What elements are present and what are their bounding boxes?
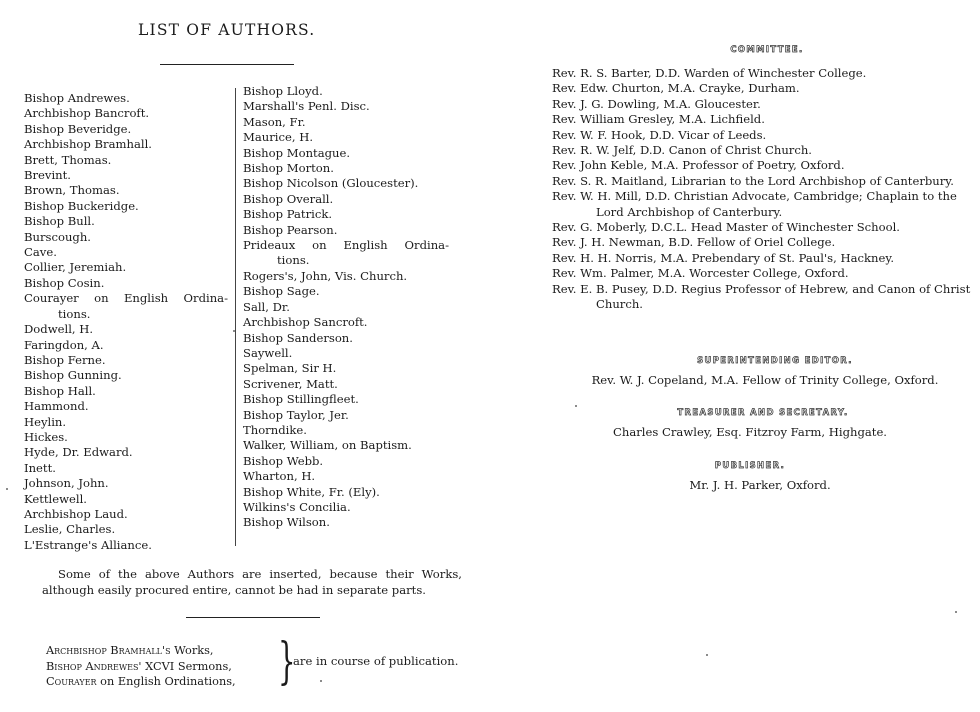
- author-entry: Burscough.: [24, 229, 91, 244]
- author-entry: Bishop Webb.: [243, 453, 324, 468]
- page-title: LIST OF AUTHORS.: [138, 21, 316, 39]
- author-entry: Rogers's, John, Vis. Church.: [243, 268, 408, 283]
- committee-member: Rev. J. G. Dowling, M.A. Gloucester.: [552, 96, 761, 111]
- author-entry: Bishop Nicolson (Gloucester).: [243, 176, 419, 191]
- author-entry: Dodwell, H.: [24, 322, 94, 337]
- committee-member: Rev. J. H. Newman, B.D. Fellow of Oriel College.: [552, 235, 836, 250]
- author-entry: Mason, Fr.: [243, 114, 306, 129]
- author-entry: Bishop Gunning.: [24, 368, 122, 383]
- author-entry: Bishop Hall.: [24, 383, 96, 398]
- author-entry: Cave.: [24, 245, 57, 260]
- editor-name: Rev. W. J. Copeland, M.A. Fellow of Trinity College, Oxford.: [591, 373, 939, 387]
- author-entry: Brevint.: [24, 168, 71, 183]
- brace-glyph: }: [278, 632, 296, 690]
- author-entry: Courayer on English Ordina-: [24, 291, 228, 306]
- author-entry: Hyde, Dr. Edward.: [24, 445, 133, 460]
- scan-speck: [233, 330, 235, 332]
- committee-heading: COMMITTEE.: [730, 44, 804, 54]
- author-entry: Wilkins's Concilia.: [243, 499, 351, 514]
- committee-member: Rev. H. H. Norris, M.A. Prebendary of St. Paul's, Hackney.: [552, 250, 895, 265]
- publication-item: Courayer on English Ordinations,: [46, 675, 236, 688]
- author-entry: Bishop Andrewes.: [24, 91, 130, 105]
- author-entry: Archbishop Laud.: [24, 506, 128, 521]
- author-entry: Brett, Thomas.: [24, 152, 112, 167]
- author-entry: Leslie, Charles.: [24, 522, 116, 537]
- committee-list: [552, 66, 972, 313]
- committee-member: Rev. Edw. Churton, M.A. Crayke, Durham.: [552, 81, 800, 96]
- author-entry: Spelman, Sir H.: [243, 361, 337, 376]
- committee-member: Rev. E. B. Pusey, D.D. Regius Professor of Hebrew, and Canon of Christ Church.: [552, 281, 971, 312]
- author-entry: Bishop Wilson.: [243, 515, 330, 530]
- column-divider: [235, 88, 236, 546]
- author-entry: Sall, Dr.: [243, 299, 290, 314]
- author-entry: Faringdon, A.: [24, 337, 104, 352]
- author-entry: L'Estrange's Alliance.: [24, 537, 152, 552]
- author-entry: Bishop Patrick.: [243, 207, 333, 222]
- authors-note: Some of the above Authors are inserted, because their Works, although easily procured entire, cannot be had in separate parts.: [42, 567, 462, 597]
- author-entry: Thorndike.: [243, 422, 307, 437]
- author-entry: Bishop Sage.: [243, 284, 320, 299]
- committee-member: Rev. W. F. Hook, D.D. Vicar of Leeds.: [552, 127, 767, 142]
- title-rule: [160, 64, 294, 65]
- author-entry: Maurice, H.: [243, 130, 314, 145]
- author-entry: Prideaux on English Ordina-: [243, 238, 449, 253]
- publication-item: Archbishop Bramhall's Works,: [46, 644, 214, 657]
- scan-speck: [955, 611, 957, 613]
- author-entry: Inett.: [24, 460, 56, 475]
- author-entry: Bishop White, Fr. (Ely).: [243, 484, 380, 499]
- author-entry: Archbishop Sancroft.: [243, 315, 368, 330]
- scan-speck: [6, 488, 8, 490]
- committee-member: Rev. W. H. Mill, D.D. Christian Advocate, Cambridge; Chaplain to the Lord Archbishop of Canterbury.: [552, 189, 957, 219]
- author-entry: Archbishop Bancroft.: [24, 106, 150, 121]
- treasurer-heading: TREASURER AND SECRETARY.: [677, 407, 849, 417]
- author-entry: Bishop Cosin.: [24, 275, 105, 290]
- author-entry: Hickes.: [24, 429, 68, 444]
- scan-speck: [706, 654, 708, 656]
- author-entry: Bishop Lloyd.: [243, 84, 323, 98]
- publication-item: Bishop Andrewes' XCVI Sermons,: [46, 659, 232, 673]
- author-entry: Kettlewell.: [24, 491, 87, 506]
- publisher-heading: PUBLISHER.: [714, 460, 786, 470]
- publication-status: are in course of publication.: [293, 654, 459, 668]
- author-entry: Scrivener, Matt.: [243, 376, 338, 391]
- author-entry: Bishop Taylor, Jer.: [243, 407, 349, 422]
- publisher-name: Mr. J. H. Parker, Oxford.: [689, 478, 831, 492]
- note-rule: [186, 617, 320, 618]
- author-entry: tions.: [58, 306, 91, 321]
- author-entry: tions.: [277, 253, 310, 268]
- author-entry: Archbishop Bramhall.: [24, 137, 152, 152]
- author-entry: Bishop Beveridge.: [24, 121, 132, 136]
- committee-member: Rev. Wm. Palmer, M.A. Worcester College, Oxford.: [552, 266, 849, 281]
- committee-member: Rev. John Keble, M.A. Professor of Poetry, Oxford.: [552, 158, 845, 173]
- authors-column-2: [243, 84, 449, 531]
- author-entry: Bishop Pearson.: [243, 222, 338, 237]
- treasurer-name: Charles Crawley, Esq. Fitzroy Farm, Highgate.: [613, 425, 887, 439]
- committee-member: Rev. William Gresley, M.A. Lichfield.: [552, 112, 765, 127]
- scan-speck: [320, 680, 322, 682]
- author-entry: Saywell.: [243, 345, 293, 360]
- author-entry: Bishop Ferne.: [24, 352, 106, 367]
- author-entry: Marshall's Penl. Disc.: [243, 99, 370, 114]
- author-entry: Bishop Buckeridge.: [24, 198, 139, 213]
- scan-speck: [575, 405, 577, 407]
- authors-column-1: [24, 91, 228, 553]
- author-entry: Collier, Jeremiah.: [24, 260, 127, 275]
- author-entry: Wharton, H.: [243, 469, 316, 484]
- author-entry: Bishop Overall.: [243, 191, 334, 206]
- author-entry: Brown, Thomas.: [24, 183, 120, 198]
- author-entry: Bishop Bull.: [24, 214, 95, 229]
- publication-list: [46, 643, 236, 690]
- author-entry: Hammond.: [24, 399, 89, 414]
- editor-heading: SUPERINTENDING EDITOR.: [697, 355, 853, 365]
- author-entry: Heylin.: [24, 414, 67, 429]
- author-entry: Bishop Sanderson.: [243, 330, 353, 345]
- committee-member: Rev. R. S. Barter, D.D. Warden of Winchester College.: [552, 66, 867, 80]
- committee-member: Rev. R. W. Jelf, D.D. Canon of Christ Church.: [552, 143, 812, 158]
- author-entry: Bishop Montague.: [243, 145, 351, 160]
- author-entry: Walker, William, on Baptism.: [243, 438, 412, 453]
- author-entry: Bishop Morton.: [243, 161, 334, 176]
- committee-member: Rev. G. Moberly, D.C.L. Head Master of Winchester School.: [552, 220, 900, 235]
- author-entry: Bishop Stillingfleet.: [243, 392, 359, 407]
- committee-member: Rev. S. R. Maitland, Librarian to the Lord Archbishop of Canterbury.: [552, 173, 954, 188]
- author-entry: Johnson, John.: [24, 476, 109, 491]
